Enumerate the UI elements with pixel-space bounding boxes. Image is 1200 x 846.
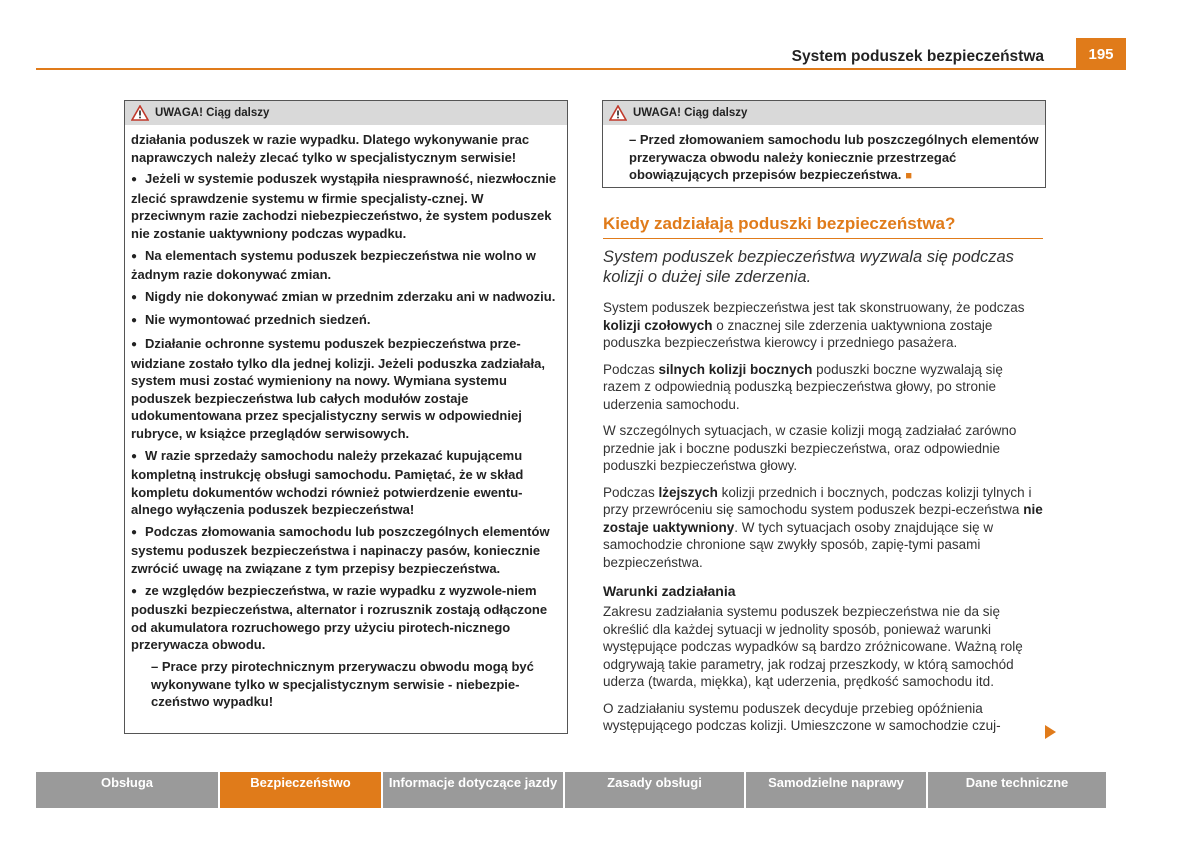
paragraph: Podczas lżejszych kolizji przednich i bocznych, podczas kolizji tylnych i przy przewróceniu się samochodu system poduszek bezpi-eczeństwa nie zostaje uaktywniony. W tych sytuacjach osoby znajdujące się w samochodzie chronione sąw zwykły sposób, zapię-tymi pasami bezpieczeństwa. <box>603 484 1043 570</box>
paragraph: Podczas silnych kolizji bocznych poduszki boczne wyzwalają się razem z odpowiednią poduszką bezpieczeństwa głowy, po stronie uderzenia samochodu. <box>603 361 1003 412</box>
warning-intro: działania poduszek w razie wypadku. Dlatego wykonywanie prac naprawczych należy zlecać tylko w specjalistycznym serwisie! <box>131 132 530 165</box>
warning-bullet: ● Jeżeli w systemie poduszek wystąpiła niesprawność, niezwłocznie zlecić sprawdzenie systemu w firmie specjalisty-cznej. W przeciwnym razie zachodzi niebezpieczeństwo, że system poduszek nie zostanie uaktywniony podczas wypadku. <box>131 170 561 242</box>
warning-header <box>125 101 567 125</box>
page-number: 195 <box>1076 38 1126 70</box>
chapter-nav <box>36 772 1108 808</box>
warning-box-left <box>124 100 568 734</box>
warning-bullet: ● ze względów bezpieczeństwa, w razie wypadku z wyzwole-niem poduszki bezpieczeństwa, alternator i rozrusznik zostają odłączone od akumulatora rozruchowego przy użyciu pirotech-nicznego przerywacza obwodu. <box>131 582 561 654</box>
warning-heading: UWAGA! Ciąg dalszy <box>155 107 270 119</box>
nav-tab-zasady-obslugi[interactable]: Zasady obsługi <box>565 772 744 808</box>
warning-header <box>603 101 1045 125</box>
section-subtitle: System poduszek bezpieczeństwa wyzwala się podczas kolizji o dużej sile zderzenia. <box>603 248 1014 286</box>
warning-bullet: ● Działanie ochronne systemu poduszek bezpieczeństwa prze-widziane zostało tylko dla jednej kolizji. Jeżeli poduszka zadziałała, system musi zostać wymieniony na nowy. Wymiana systemu poduszek bezpieczeństwa lub całych modułów zostaje udokumentowana przez specjalistyczny serwis w odpowiedniej rubryce, w książce przeglądów serwisowych. <box>131 335 561 443</box>
paragraph: Zakresu zadziałania systemu poduszek bezpieczeństwa nie da się określić dla każdej sytuacji w jednolity sposób, ponieważ warunki występujące podczas wypadków są bardzo zróżnicowane. Ważną rolę odgrywają takie parametry, jak rodzaj przeszkody, w którą samochód uderza (twarda, miękka), kąt uderzenia, prędkość samochodu itd. <box>603 604 1023 689</box>
nav-tab-samodzielne-naprawy[interactable]: Samodzielne naprawy <box>746 772 926 808</box>
warning-bullet: ● Podczas złomowania samochodu lub poszczególnych elementów systemu poduszek bezpieczeństwa i napinaczy pasów, koniecznie zwrócić uwagę na związane z tym przepisy bezpieczeństwa. <box>131 523 561 578</box>
warning-triangle-icon <box>131 105 149 121</box>
warning-dash-item: – Przed złomowaniem samochodu lub poszczególnych elementów przerywacza obwodu należy koniecznie przestrzegać obowiązujących przepisów bezpieczeństwa. ■ <box>629 132 1039 183</box>
nav-tab-dane-techniczne[interactable]: Dane techniczne <box>928 772 1106 808</box>
end-square-icon: ■ <box>905 170 913 183</box>
subheading: Warunki zadziałania <box>603 583 736 599</box>
paragraph: W szczególnych sytuacjach, w czasie kolizji mogą zadziałać zarówno przednie jak i boczne poduszki bezpieczeństwa, oraz odpowiednie poduszki bezpieczeństwa głowy. <box>603 423 1017 473</box>
warning-heading: UWAGA! Ciąg dalszy <box>633 107 748 119</box>
header-divider <box>36 68 1076 70</box>
warning-dash-item: – Prace przy pirotechnicznym przerywaczu obwodu mogą być wykonywane tylko w specjalistycznym serwisie - niebezpie-czeństwo wypadku! <box>151 659 534 710</box>
paragraph: System poduszek bezpieczeństwa jest tak skonstruowany, że podczas kolizji czołowych o znacznej sile zderzenia uaktywniona zostaje poduszka bezpieczeństwa kierowcy i przedniego pasażera. <box>603 300 1025 350</box>
warning-box-right <box>602 100 1046 188</box>
section-title: Kiedy zadziałają poduszki bezpieczeństwa? <box>603 214 1043 239</box>
page-header-title: System poduszek bezpieczeństwa <box>791 48 1044 65</box>
warning-bullet: ● Na elementach systemu poduszek bezpieczeństwa nie wolno w żadnym razie dokonywać zmian. <box>131 247 561 284</box>
nav-tab-obsluga[interactable]: Obsługa <box>36 772 218 808</box>
paragraph: O zadziałaniu systemu poduszek decyduje przebieg opóźnienia występującego podczas kolizji. Umieszczone w samochodzie czuj- <box>603 700 1001 733</box>
continue-arrow-icon[interactable] <box>1045 725 1056 739</box>
warning-content <box>125 125 567 711</box>
nav-tab-informacje[interactable]: Informacje dotyczące jazdy <box>383 772 563 808</box>
warning-bullet: ● W razie sprzedaży samochodu należy przekazać kupującemu kompletną instrukcję obsługi samochodu. Pamiętać, że w skład kompletu dokumentów wchodzi również potwierdzenie ewentu-alnego wyłączenia poduszek bezpieczeństwa! <box>131 447 561 519</box>
warning-bullet: ● Nie wymontować przednich siedzeń. <box>131 311 561 331</box>
section-airbag-activation <box>603 214 1043 744</box>
warning-bullet: ● Nigdy nie dokonywać zmian w przednim zderzaku ani w nadwoziu. <box>131 288 561 308</box>
nav-tab-bezpieczenstwo[interactable]: Bezpieczeństwo <box>220 772 381 808</box>
warning-content <box>603 125 1045 186</box>
warning-triangle-icon <box>609 105 627 121</box>
